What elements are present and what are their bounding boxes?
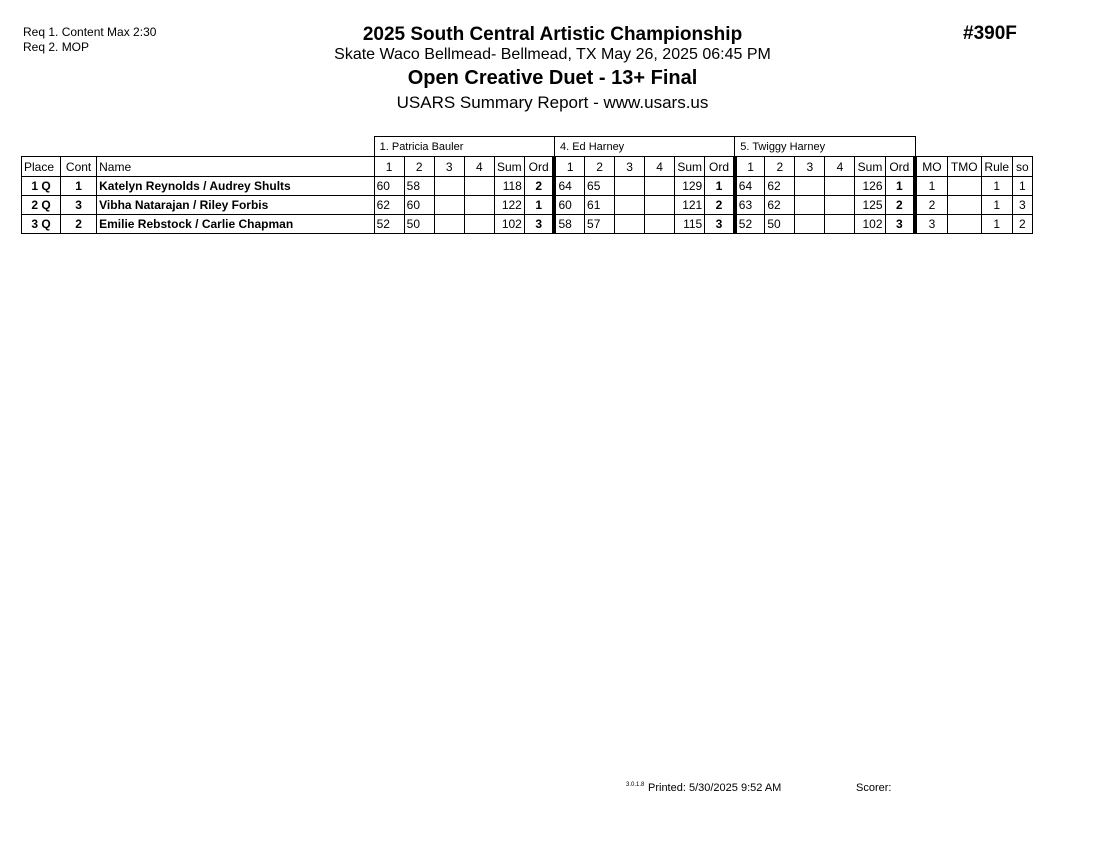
col-score-2-header: 2: [765, 157, 795, 177]
tmo-cell: [947, 196, 981, 215]
version-text: 3.0.1.8: [626, 782, 645, 788]
table-row: [22, 215, 1033, 234]
place-cell: 3 Q: [22, 215, 61, 234]
judge-3-name: 5. Twiggy Harney: [735, 137, 915, 157]
col-score-3-header: 3: [434, 157, 464, 177]
event-number: #390F: [963, 23, 1017, 44]
ordinal-cell: 3: [885, 215, 915, 234]
col-rule-header: Rule: [981, 157, 1012, 177]
sum-cell: 129: [675, 177, 705, 196]
mo-cell: 3: [915, 215, 947, 234]
score-1-cell: 63: [735, 196, 765, 215]
score-4-cell: [645, 196, 675, 215]
so-cell: 3: [1012, 196, 1032, 215]
col-score-2-header: 2: [585, 157, 615, 177]
col-score-1-header: 1: [735, 157, 765, 177]
ordinal-cell: 3: [705, 215, 735, 234]
ordinal-cell: 2: [885, 196, 915, 215]
score-3-cell: [615, 196, 645, 215]
sum-cell: 118: [494, 177, 524, 196]
col-ord-header: Ord: [524, 157, 554, 177]
printed-date: Printed: 5/30/2025 9:52 AM: [648, 782, 782, 794]
col-place-header: Place: [22, 157, 61, 177]
table-row: [22, 177, 1033, 196]
col-sum-header: Sum: [855, 157, 885, 177]
score-4-cell: [464, 196, 494, 215]
ordinal-cell: 3: [524, 215, 554, 234]
col-sum-header: Sum: [675, 157, 705, 177]
contestant-number-cell: 2: [61, 215, 97, 234]
sum-cell: 102: [855, 215, 885, 234]
col-mo-header: MO: [915, 157, 947, 177]
sum-cell: 125: [855, 196, 885, 215]
contestant-number-cell: 3: [61, 196, 97, 215]
col-name-header: Name: [97, 157, 375, 177]
event-title: Open Creative Duet - 13+ Final: [407, 67, 698, 89]
ordinal-cell: 1: [705, 177, 735, 196]
score-1-cell: 60: [374, 177, 404, 196]
col-score-4-header: 4: [645, 157, 675, 177]
rule-cell: 1: [981, 215, 1012, 234]
score-2-cell: 62: [765, 196, 795, 215]
so-cell: 2: [1012, 215, 1032, 234]
score-2-cell: 50: [765, 215, 795, 234]
score-2-cell: 62: [765, 177, 795, 196]
score-3-cell: [615, 177, 645, 196]
skater-names-cell: Vibha Natarajan / Riley Forbis: [97, 196, 375, 215]
col-score-4-header: 4: [825, 157, 855, 177]
requirement-2: Req 2. MOP: [23, 40, 90, 54]
col-sum-header: Sum: [494, 157, 524, 177]
contestant-number-cell: 1: [61, 177, 97, 196]
score-1-cell: 52: [374, 215, 404, 234]
score-4-cell: [645, 177, 675, 196]
rule-cell: 1: [981, 196, 1012, 215]
sum-cell: 115: [675, 215, 705, 234]
report-header: [240, 23, 865, 114]
tmo-cell: [947, 177, 981, 196]
venue-date: Skate Waco Bellmead- Bellmead, TX May 26, 2025 06:45 PM: [334, 46, 771, 63]
ordinal-cell: 2: [705, 196, 735, 215]
judges-row: [22, 137, 1033, 157]
score-3-cell: [434, 177, 464, 196]
score-3-cell: [615, 215, 645, 234]
col-score-3-header: 3: [795, 157, 825, 177]
col-ord-header: Ord: [885, 157, 915, 177]
score-3-cell: [434, 196, 464, 215]
score-2-cell: 58: [404, 177, 434, 196]
championship-title: 2025 South Central Artistic Championship: [362, 24, 743, 45]
score-2-cell: 61: [585, 196, 615, 215]
judge-2-name: 4. Ed Harney: [554, 137, 734, 157]
col-cont-header: Cont: [61, 157, 97, 177]
score-4-cell: [645, 215, 675, 234]
score-3-cell: [795, 215, 825, 234]
score-4-cell: [464, 215, 494, 234]
place-cell: 2 Q: [22, 196, 61, 215]
score-1-cell: 60: [554, 196, 584, 215]
col-score-1-header: 1: [374, 157, 404, 177]
score-1-cell: 64: [735, 177, 765, 196]
score-2-cell: 60: [404, 196, 434, 215]
skater-names-cell: Emilie Rebstock / Carlie Chapman: [97, 215, 375, 234]
col-score-4-header: 4: [464, 157, 494, 177]
requirement-1: Req 1. Content Max 2:30: [23, 25, 157, 39]
place-cell: 1 Q: [22, 177, 61, 196]
col-ord-header: Ord: [705, 157, 735, 177]
score-3-cell: [434, 215, 464, 234]
col-so-header: so: [1012, 157, 1032, 177]
results-table: [21, 136, 1033, 234]
column-header-row: [22, 157, 1033, 177]
score-1-cell: 58: [554, 215, 584, 234]
score-4-cell: [825, 215, 855, 234]
results-body: [22, 177, 1033, 234]
col-score-2-header: 2: [404, 157, 434, 177]
score-4-cell: [825, 177, 855, 196]
ordinal-cell: 2: [524, 177, 554, 196]
score-4-cell: [825, 196, 855, 215]
rule-cell: 1: [981, 177, 1012, 196]
sum-cell: 122: [494, 196, 524, 215]
sum-cell: 121: [675, 196, 705, 215]
table-row: [22, 196, 1033, 215]
sum-cell: 126: [855, 177, 885, 196]
score-1-cell: 52: [735, 215, 765, 234]
report-name: USARS Summary Report - www.usars.us: [396, 93, 709, 112]
so-cell: 1: [1012, 177, 1032, 196]
scorer-label: Scorer:: [856, 782, 892, 794]
sum-cell: 102: [494, 215, 524, 234]
ordinal-cell: 1: [524, 196, 554, 215]
score-1-cell: 64: [554, 177, 584, 196]
score-3-cell: [795, 196, 825, 215]
col-tmo-header: TMO: [947, 157, 981, 177]
score-2-cell: 65: [585, 177, 615, 196]
ordinal-cell: 1: [885, 177, 915, 196]
col-score-3-header: 3: [615, 157, 645, 177]
mo-cell: 2: [915, 196, 947, 215]
requirements: [23, 25, 156, 55]
skater-names-cell: Katelyn Reynolds / Audrey Shults: [97, 177, 375, 196]
score-2-cell: 57: [585, 215, 615, 234]
score-1-cell: 62: [374, 196, 404, 215]
col-score-1-header: 1: [554, 157, 584, 177]
score-2-cell: 50: [404, 215, 434, 234]
judge-1-name: 1. Patricia Bauler: [374, 137, 554, 157]
score-3-cell: [795, 177, 825, 196]
tmo-cell: [947, 215, 981, 234]
mo-cell: 1: [915, 177, 947, 196]
score-4-cell: [464, 177, 494, 196]
